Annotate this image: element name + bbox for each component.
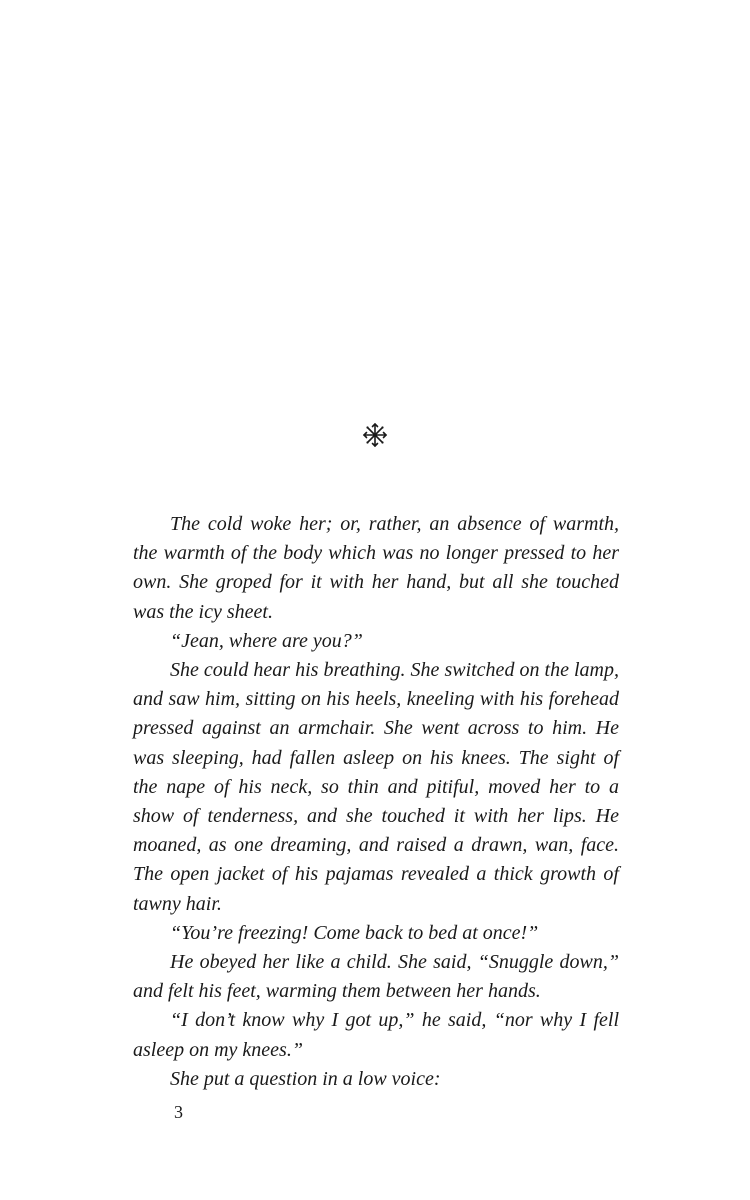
body-text xyxy=(133,510,619,1094)
section-ornament xyxy=(0,418,750,452)
snowflake-asterism-icon xyxy=(360,420,390,450)
paragraph: He obeyed her like a child. She said, “Snuggle down,” and felt his feet, warming them between her hands. xyxy=(133,951,619,1003)
paragraph: She put a question in a low voice: xyxy=(170,1067,441,1090)
page-number: 3 xyxy=(174,1102,183,1122)
paragraph: “I don’t know why I got up,” he said, “nor why I fell asleep on my knees.” xyxy=(133,1009,619,1061)
paragraph: “Jean, where are you?” xyxy=(170,629,363,652)
paragraph: She could hear his breathing. She switched on the lamp, and saw him, sitting on his heels, kneeling with his forehead pressed against an armchair. She went across to him. He was sleeping, had fallen asleep on his knees. The sight of the nape of his neck, so thin and pitiful, moved her to a show of tenderness, and she touched it with her lips. He moaned, as one dreaming, and raised a drawn, wan, face. The open jacket of his pajamas revealed a thick growth of tawny hair. xyxy=(133,659,619,915)
paragraph: “You’re freezing! Come back to bed at once!” xyxy=(170,921,539,944)
paragraph: The cold woke her; or, rather, an absence of warmth, the warmth of the body which was no longer pressed to her own. She groped for it with her hand, but all she touched was the icy sheet. xyxy=(133,513,619,623)
